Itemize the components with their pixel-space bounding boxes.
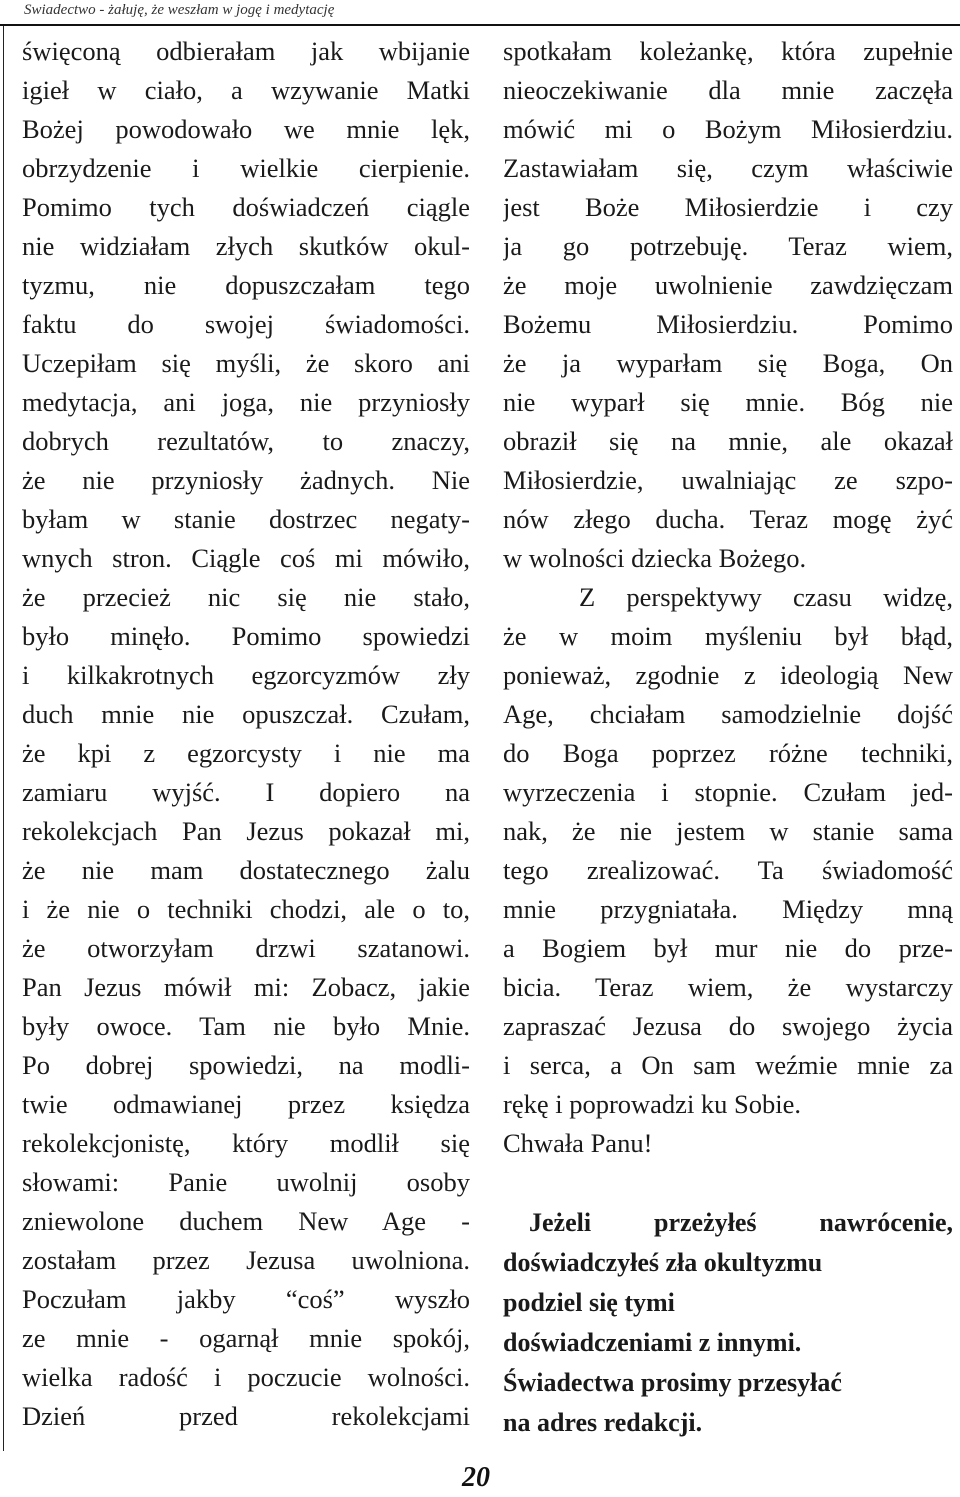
right-p2-line-13: i serca, a On sam weźmie mnie za [503, 1050, 953, 1080]
appeal-line-3: podziel się tymi [503, 1288, 675, 1317]
left-line-8: faktu do swojej świadomości. [22, 309, 470, 339]
right-p2-line-4: Age, chciałam samodzielnie dojść [503, 699, 953, 729]
left-line-36: Dzień przed rekolekcjami [22, 1401, 470, 1431]
left-line-17: i kilkakrotnych egzorcyzmów zły [22, 660, 470, 690]
left-line-35: wielka radość i poczucie wolności. [22, 1362, 470, 1392]
left-line-31: zniewolone duchem New Age - [22, 1206, 470, 1236]
right-p2-line-7: nak, że nie jestem w stanie sama [503, 816, 953, 846]
left-line-23: i że nie o techniki chodzi, ale o to, [22, 894, 470, 924]
left-line-15: że przecież nic się nie stało, [22, 582, 470, 612]
paragraph-divine-mercy [503, 32, 953, 578]
left-line-27: Po dobrej spowiedzi, na modli- [22, 1050, 470, 1080]
left-line-29: rekolekcjonistę, który modlił się [22, 1128, 470, 1158]
left-line-26: były owoce. Tam nie było Mnie. [22, 1011, 470, 1041]
right-column [503, 32, 953, 1443]
left-column [22, 32, 470, 1436]
left-line-6: nie widziałam złych skutków okul- [22, 231, 470, 261]
left-line-22: że nie mam dostatecznego żalu [22, 855, 470, 885]
right-p2-line-11: bicia. Teraz wiem, że wystarczy [503, 972, 953, 1002]
left-line-24: że otworzyłam drzwi szatanowi. [22, 933, 470, 963]
left-line-4: obrzydzenie i wielkie cierpienie. [22, 153, 470, 183]
right-p1-line-11: obraził się na mnie, ale okazał [503, 426, 953, 456]
right-p2-line-14: rękę i poprowadzi ku Sobie. [503, 1089, 802, 1119]
left-line-7: tyzmu, nie dopuszczałam tego [22, 270, 470, 300]
appeal-spacer [503, 1163, 953, 1203]
header-rule [0, 24, 960, 26]
appeal-line-2: doświadczyłeś zła okultyzmu [503, 1248, 823, 1277]
right-p2-line-8: tego zrealizować. Ta świadomość [503, 855, 953, 885]
right-p2-line-15: Chwała Panu! [503, 1128, 653, 1158]
left-line-33: Poczułam jakby “coś” wyszło [22, 1284, 470, 1314]
paragraph-perspective [503, 578, 953, 1163]
left-line-34: ze mnie - ogarnął mnie spokój, [22, 1323, 470, 1353]
right-p2-line-12: zapraszać Jezusa do swojego życia [503, 1011, 953, 1041]
left-line-28: twie odmawianej przez księdza [22, 1089, 470, 1119]
left-margin-rule [3, 26, 4, 1451]
left-line-1: święconą odbierałam jak wbijanie [22, 36, 470, 66]
running-header: Swiadectwo - żałuję, że weszłam w jogę i medytację [24, 2, 335, 18]
left-line-12: że nie przyniosły żadnych. Nie [22, 465, 470, 495]
right-p2-line-5: do Boga poprzez różne techniki, [503, 738, 953, 768]
right-p1-line-1: spotkałam koleżankę, która zupełnie [503, 36, 953, 66]
page-number: 20 [462, 1462, 490, 1493]
left-line-30: słowami: Panie uwolnij osoby [22, 1167, 470, 1197]
right-p2-line-1: Z perspektywy czasu widzę, [579, 582, 953, 612]
left-line-18: duch mnie nie opuszczał. Czułam, [22, 699, 470, 729]
left-line-13: byłam w stanie dostrzec negaty- [22, 504, 470, 534]
right-p1-line-13: nów złego ducha. Teraz mogę żyć [503, 504, 953, 534]
right-p1-line-7: że moje uwolnienie zawdzięczam [503, 270, 953, 300]
right-p2-line-2: że w moim myśleniu był błąd, [503, 621, 953, 651]
right-p1-line-2: nieoczekiwanie dla mnie zaczęła [503, 75, 953, 105]
right-p2-line-6: wyrzeczenia i stopnie. Czułam jed- [503, 777, 953, 807]
right-p2-line-3: ponieważ, zgodnie z ideologią New [503, 660, 953, 690]
left-line-16: było minęło. Pomimo spowiedzi [22, 621, 470, 651]
left-line-19: że kpi z egzorcysty i nie ma [22, 738, 470, 768]
right-p1-line-14: w wolności dziecka Bożego. [503, 543, 807, 573]
right-p1-line-9: że ja wyparłam się Boga, On [503, 348, 953, 378]
left-line-3: Bożej powodowało we mnie lęk, [22, 114, 470, 144]
right-p1-line-12: Miłosierdzie, uwalniając ze szpo- [503, 465, 953, 495]
appeal-line-6: na adres redakcji. [503, 1408, 703, 1437]
appeal-line-1: Jeżeli przeżyłeś nawrócenie, [529, 1208, 953, 1237]
left-line-9: Uczepiłam się myśli, że skoro ani [22, 348, 470, 378]
right-p2-line-9: mnie przygniatała. Między mną [503, 894, 953, 924]
right-p1-line-4: Zastawiałam się, czym właściwie [503, 153, 953, 183]
left-line-20: zamiaru wyjść. I dopiero na [22, 777, 470, 807]
right-p1-line-8: Bożemu Miłosierdziu. Pomimo [503, 309, 953, 339]
editorial-appeal [503, 1203, 953, 1443]
right-p2-line-10: a Bogiem był mur nie do prze- [503, 933, 953, 963]
right-p1-line-10: nie wyparł się mnie. Bóg nie [503, 387, 953, 417]
left-line-14: wnych stron. Ciągle coś mi mówiło, [22, 543, 470, 573]
left-line-10: medytacja, ani joga, nie przyniosły [22, 387, 470, 417]
right-p1-line-3: mówić mi o Bożym Miłosierdziu. [503, 114, 953, 144]
left-line-25: Pan Jezus mówił mi: Zobacz, jakie [22, 972, 470, 1002]
left-line-21: rekolekcjach Pan Jezus pokazał mi, [22, 816, 470, 846]
left-line-5: Pomimo tych doświadczeń ciągle [22, 192, 470, 222]
left-line-32: zostałam przez Jezusa uwolniona. [22, 1245, 470, 1275]
appeal-line-4: doświadczeniami z innymi. [503, 1328, 802, 1357]
right-p1-line-6: ja go potrzebuję. Teraz wiem, [503, 231, 953, 261]
left-line-2: igieł w ciało, a wzywanie Matki [22, 75, 470, 105]
appeal-line-5: Świadectwa prosimy przesyłać [503, 1368, 842, 1397]
left-line-11: dobrych rezultatów, to znaczy, [22, 426, 470, 456]
right-p1-line-5: jest Boże Miłosierdzie i czy [503, 192, 953, 222]
